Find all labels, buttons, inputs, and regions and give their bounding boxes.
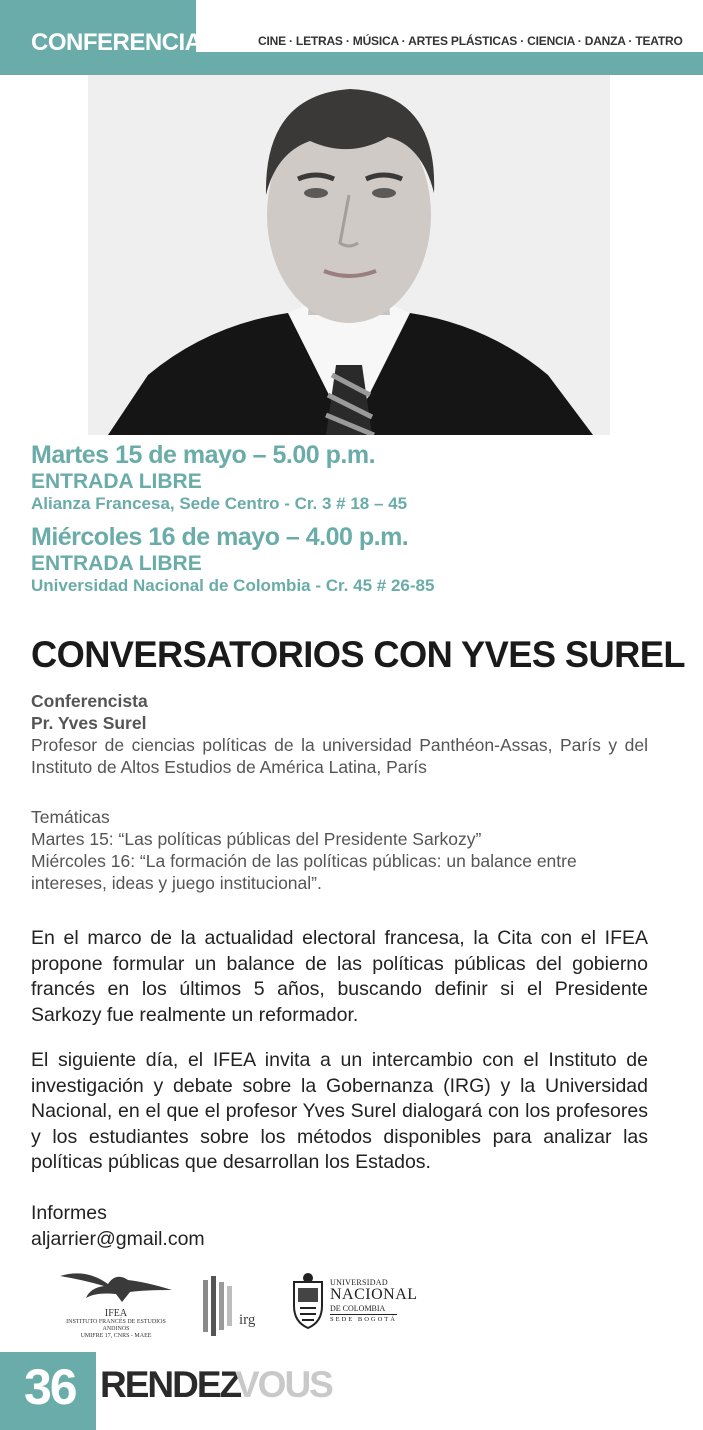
topics-label: Temáticas <box>31 807 110 827</box>
topics-block <box>31 806 648 894</box>
body-paragraph: El siguiente día, el IFEA invita a un intercambio con el Instituto de investigación y debate sobre la Gobernanza (IRG) y la Universidad Nacional, en el que el profesor Yves Surel dialogará con los profesores y los estudiantes sobre los métodos disponibles para analizar las políticas públicas que desarrollan los Estados. <box>31 1049 648 1173</box>
ifea-name: IFEA <box>104 1308 128 1319</box>
category-list: CINE · LETRAS · MÚSICA · ARTES PLÁSTICAS · CIENCIA · DANZA · TEATRO <box>258 34 683 48</box>
ifea-subtitle <box>56 1319 176 1340</box>
info-email[interactable]: aljarrier@gmail.com <box>31 1227 205 1250</box>
brand-name-light: VOUS <box>235 1364 332 1405</box>
session-entry: ENTRADA LIBRE <box>31 470 202 493</box>
irg-logo <box>201 1276 271 1336</box>
session-venue: Alianza Francesa, Sede Centro - Cr. 3 # 18 – 45 <box>31 494 408 513</box>
speaker-bio: Profesor de ciencias políticas de la universidad Panthéon-Assas, París y del Instituto de Altos Estudios de América Latina, París <box>31 735 648 777</box>
unal-line: DE COLOMBIA <box>330 1304 386 1313</box>
session-datetime: Miércoles 16 de mayo – 4.00 p.m. <box>31 523 409 551</box>
coat-of-arms-icon <box>288 1272 328 1332</box>
info-block <box>31 1201 205 1252</box>
speaker-block <box>31 690 648 778</box>
session-entry: ENTRADA LIBRE <box>31 552 202 575</box>
session-datetime: Martes 15 de mayo – 5.00 p.m. <box>31 441 376 469</box>
irg-bars-icon <box>201 1276 241 1336</box>
unal-line: SEDE BOGOTÁ <box>330 1316 397 1323</box>
info-label: Informes <box>31 1202 107 1224</box>
page-number: 36 <box>24 1359 76 1415</box>
unal-line: NACIONAL <box>330 1286 418 1303</box>
ifea-logo <box>56 1262 186 1342</box>
body-paragraph: En el marco de la actualidad electoral francesa, la Cita con el IFEA propone formular un balance de las políticas públicas del gobierno francés en los últimos 5 años, buscando definir si el Presidente Sarkozy fue realmente un reformador. <box>31 927 648 1026</box>
topic-item: Miércoles 16: “La formación de las políticas públicas: un balance entre intereses, ideas y juego institucional”. <box>31 851 577 893</box>
speaker-photo <box>88 75 610 435</box>
irg-name: irg <box>239 1312 256 1328</box>
page-footer <box>0 1352 703 1430</box>
speaker-label: Conferencista <box>31 691 148 711</box>
portrait-illustration <box>88 75 610 435</box>
section-tag-label: CONFERENCIA <box>31 29 202 56</box>
session-item <box>31 440 671 514</box>
partner-logos <box>56 1262 436 1342</box>
ifea-subtitle-line: UMIFRE 17, CNRS - MAEE <box>80 1333 152 1339</box>
session-item <box>31 522 671 596</box>
speaker-name: Pr. Yves Surel <box>31 713 147 733</box>
session-venue: Universidad Nacional de Colombia - Cr. 45 # 26-85 <box>31 576 435 595</box>
page-title: CONVERSATORIOS CON YVES SUREL <box>31 634 685 675</box>
brand-name-dark: RENDEZ <box>100 1364 241 1405</box>
section-tag <box>0 0 202 75</box>
session-list <box>31 440 671 604</box>
topic-item: Martes 15: “Las políticas públicas del Presidente Sarkozy” <box>31 829 482 849</box>
header-bar <box>0 0 703 75</box>
condor-icon <box>56 1262 176 1306</box>
ifea-subtitle-line: INSTITUTO FRANCÉS DE ESTUDIOS ANDINOS <box>66 1319 166 1332</box>
unal-logo <box>288 1272 428 1336</box>
unal-line: UNIVERSIDAD <box>330 1278 388 1287</box>
